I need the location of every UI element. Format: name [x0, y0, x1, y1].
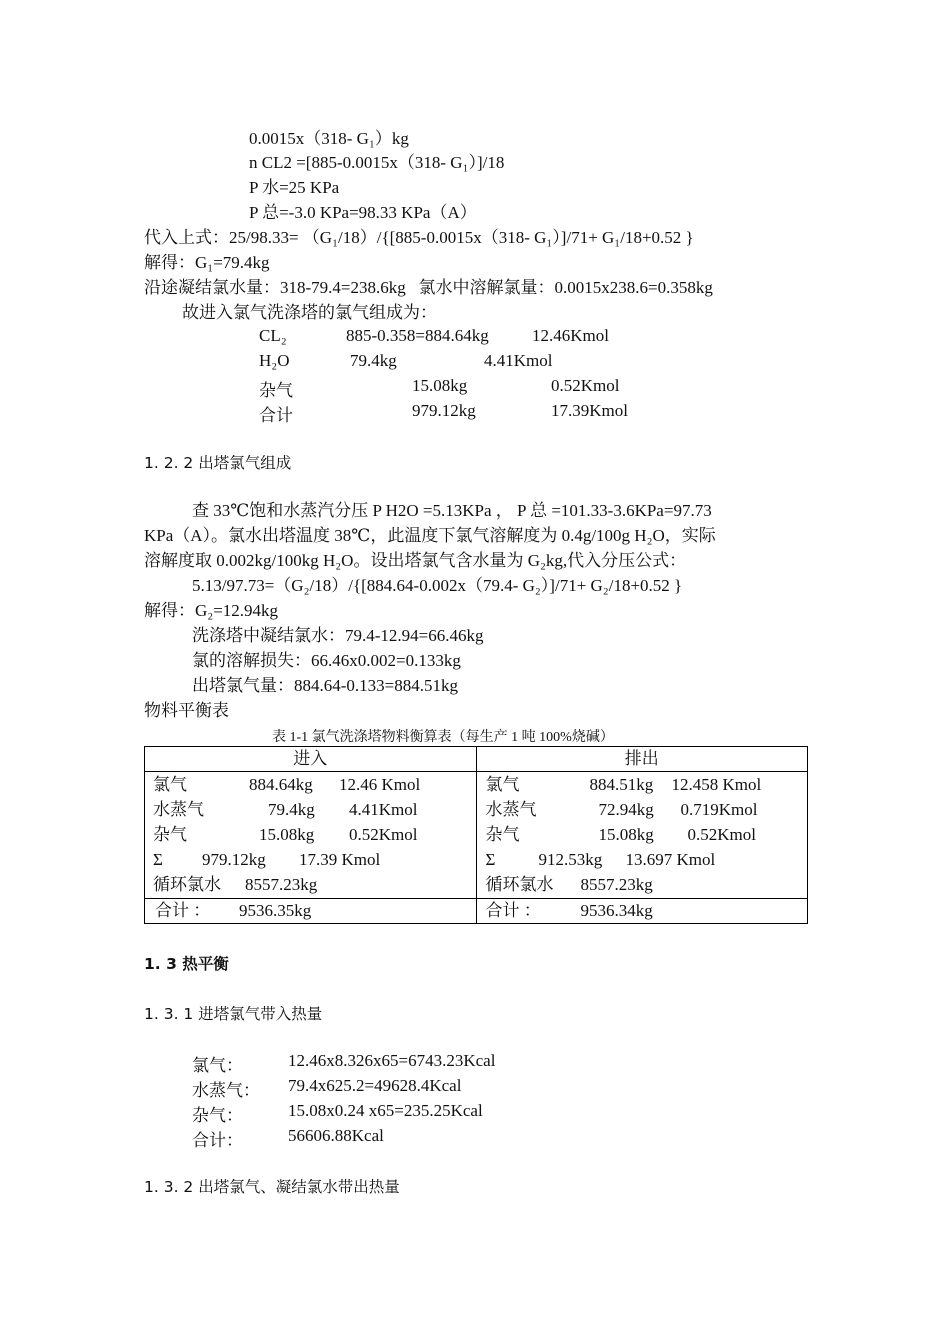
table-row: 循环氯水 8557.23kg [485, 875, 653, 894]
condensate-line: 沿途凝结氯水量：318-79.4=238.6kg 氯水中溶解氯量：0.0015x238.6=0.358kg [144, 278, 713, 297]
table-in-body [145, 772, 477, 899]
paragraph-line: 氯的溶解损失：66.46x0.002=0.133kg [192, 651, 461, 670]
paragraph-line: KPa（A）。氯水出塔温度 38℃，此温度下氯气溶解度为 0.4g/100g H₂O，实际 [144, 526, 716, 545]
formula-line-2: n CL2 =[885-0.0015x（318- G₁）]/18 [249, 153, 505, 172]
table-header-out: 排出 [476, 747, 808, 772]
solution-line: 解得：G₁=79.4kg [144, 253, 270, 272]
table-header-in: 进入 [145, 747, 477, 772]
equation-line: 5.13/97.73=（G₂/18）/{[884.64-0.002x（79.4- G₂）]/71+ G₂/18+0.52 } [192, 576, 683, 595]
table-out-body [476, 772, 808, 899]
heat-value: 56606.88Kcal [288, 1126, 384, 1145]
section-heading-1-3-2: 1. 3. 2 出塔氯气、凝结氯水带出热量 [144, 1178, 400, 1196]
substitution-line: 代入上式：25/98.33= （G₁/18）/{[885-0.0015x（318- G₁）]/71+ G₁/18+0.52 } [144, 228, 694, 247]
comp-name: CL₂ [259, 326, 287, 345]
paragraph-line: 溶解度取 0.002kg/100kg H₂O。设出塔氯气含水量为 G₂kg,代入分压公式： [144, 551, 687, 570]
heat-label: 氯气： [192, 1056, 243, 1075]
table-intro: 物料平衡表 [144, 701, 229, 720]
heat-label: 合计： [192, 1131, 243, 1150]
heat-value: 12.46x8.326x65=6743.23Kcal [288, 1051, 496, 1070]
comp-mass: 15.08kg [412, 376, 468, 395]
paragraph-line: 洗涤塔中凝结氯水：79.4-12.94=66.46kg [192, 626, 484, 645]
table-in-total: 合计 ： 9536.35kg [145, 899, 477, 924]
solution-line: 解得：G₂=12.94kg [144, 601, 279, 620]
table-out-total: 合计 ： 9536.34kg [476, 899, 808, 924]
comp-mass: 885-0.358=884.64kg [346, 326, 489, 345]
table-row: Σ 979.12kg 17.39 Kmol [153, 850, 381, 869]
heat-label: 杂气： [192, 1106, 243, 1125]
table-row: 杂气 15.08kg 0.52Kmol [153, 825, 418, 844]
comp-mol: 0.52Kmol [551, 376, 620, 395]
table-row: 循环氯水 8557.23kg [153, 875, 318, 894]
material-balance-table [144, 746, 808, 924]
formula-line-1: 0.0015x（318- G₁）kg [249, 129, 409, 148]
paragraph-line: 查 33℃饱和水蒸汽分压 P H2O =5.13KPa ， P 总 =101.33-3.6KPa=97.73 [192, 501, 712, 520]
table-row: 杂气 15.08kg 0.52Kmol [485, 825, 756, 844]
paragraph-line: 出塔氯气量：884.64-0.133=884.51kg [192, 676, 458, 695]
comp-mol: 17.39Kmol [551, 401, 628, 420]
formula-line-3: P 水=25 KPa [249, 178, 340, 197]
formula-line-4: P 总=-3.0 KPa=98.33 KPa（A） [249, 203, 477, 222]
comp-name: 杂气 [259, 381, 293, 400]
composition-intro: 故进入氯气洗涤塔的氯气组成为： [182, 303, 437, 322]
heat-value: 15.08x0.24 x65=235.25Kcal [288, 1101, 483, 1120]
heat-label: 水蒸气： [192, 1081, 260, 1100]
table-row: 氯气 884.64kg 12.46 Kmol [153, 775, 421, 794]
section-heading-1-2-2: 1. 2. 2 出塔氯气组成 [144, 454, 292, 472]
table-row: 水蒸气 79.4kg 4.41Kmol [153, 800, 418, 819]
comp-name: 合计 [259, 406, 293, 425]
comp-mol: 4.41Kmol [484, 351, 553, 370]
comp-mol: 12.46Kmol [532, 326, 609, 345]
table-row: 水蒸气 72.94kg 0.719Kmol [485, 800, 758, 819]
heat-value: 79.4x625.2=49628.4Kcal [288, 1076, 462, 1095]
section-heading-1-3-1: 1. 3. 1 进塔氯气带入热量 [144, 1005, 323, 1023]
section-heading-1-3: 1. 3 热平衡 [144, 955, 229, 973]
table-caption: 表 1-1 氯气洗涤塔物料衡算表（每生产 1 吨 100%烧碱） [272, 730, 614, 745]
comp-name: H₂O [259, 351, 290, 370]
comp-mass: 79.4kg [350, 351, 397, 370]
comp-mass: 979.12kg [412, 401, 476, 420]
table-row: Σ 912.53kg 13.697 Kmol [485, 850, 716, 869]
table-row: 氯气 884.51kg 12.458 Kmol [485, 775, 762, 794]
